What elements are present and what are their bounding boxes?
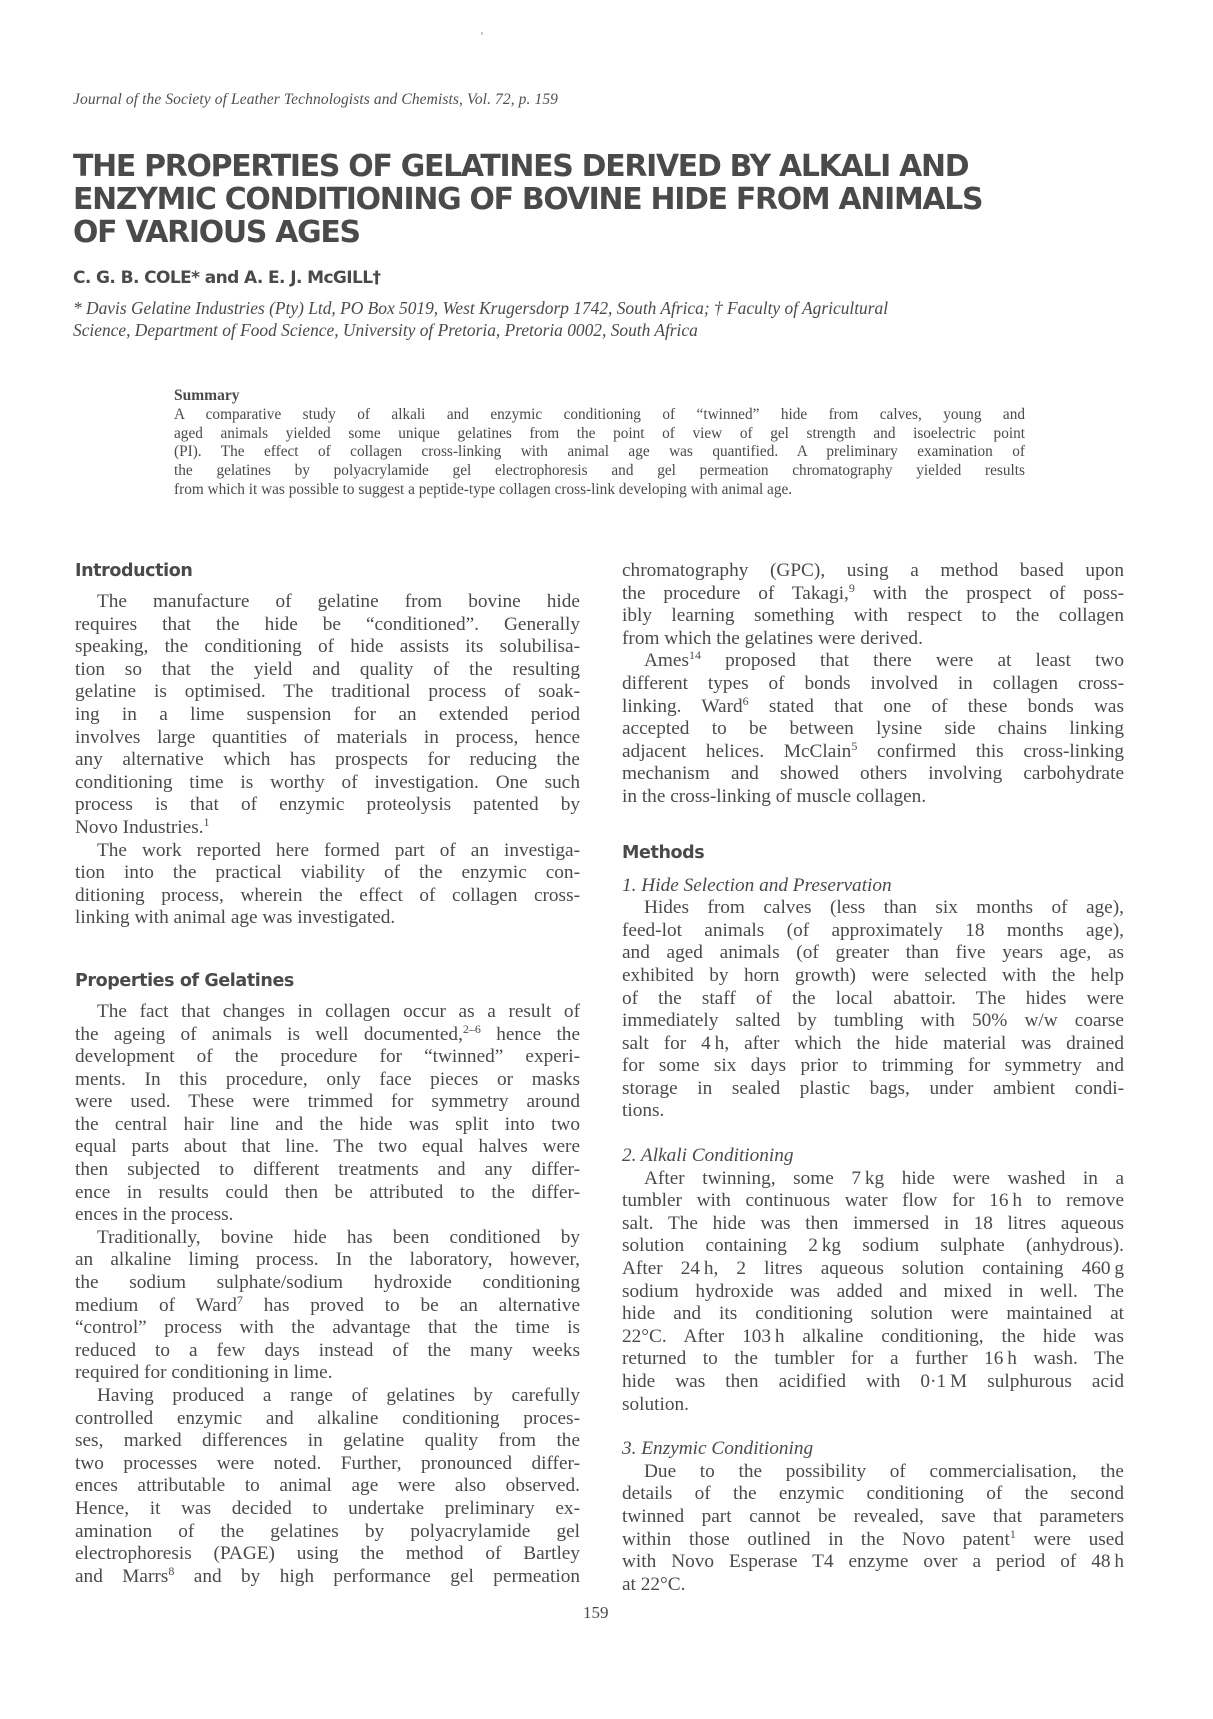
citation-ref: 14 bbox=[688, 648, 701, 663]
text-line: then subjected to different treatments and any differ- bbox=[75, 1159, 580, 1181]
text-line: ence in results could then be attributed to the differ- bbox=[75, 1181, 580, 1203]
text-line: tion into the practical viability of the enzymic con- bbox=[75, 862, 580, 884]
citation-ref: 1 bbox=[1009, 1526, 1016, 1541]
text-line: ences attributable to animal age were also observed. bbox=[75, 1475, 580, 1497]
text-fragment: Novo Industries. bbox=[75, 816, 204, 838]
text-line: any alternative which has prospects for reducing the bbox=[75, 749, 580, 771]
text-line: hide and its conditioning solution were maintained at bbox=[622, 1303, 1124, 1325]
text-line: linking with animal age was investigated. bbox=[75, 907, 396, 929]
citation-ref: 7 bbox=[236, 1292, 243, 1307]
text-line: exhibited by horn growth) were selected with the help bbox=[622, 964, 1124, 986]
introduction-paragraph-2 bbox=[75, 840, 580, 930]
text-line: chromatography (GPC), using a method based upon bbox=[622, 560, 1124, 581]
text-fragment: Ames bbox=[644, 650, 689, 672]
text-line: ing in a lime suspension for an extended period bbox=[75, 703, 580, 725]
summary-block bbox=[174, 387, 1025, 500]
crosslink-paragraph bbox=[622, 650, 1124, 808]
text-line: an alkaline liming process. In the laboratory, however, bbox=[75, 1249, 580, 1271]
page-number: 159 bbox=[583, 1603, 609, 1622]
text-line: storage in sealed plastic bags, under ambient condi- bbox=[622, 1077, 1124, 1099]
text-line: The work reported here formed part of an investiga- bbox=[97, 839, 580, 861]
article-title bbox=[73, 150, 1151, 249]
text-line: After 24 h, 2 litres aqueous solution containing 460 g bbox=[622, 1258, 1124, 1280]
text-line: required for conditioning in lime. bbox=[75, 1362, 333, 1384]
text-fragment: linking. Ward bbox=[622, 695, 743, 717]
citation-ref: 8 bbox=[168, 1563, 175, 1578]
introduction-paragraph-1 bbox=[75, 591, 580, 840]
text-line: tumbler with continuous water flow for 16 h to remove bbox=[622, 1190, 1124, 1212]
author-conjunction: and bbox=[204, 268, 239, 288]
section-heading-introduction: Introduction bbox=[75, 561, 193, 581]
text-line bbox=[75, 1292, 580, 1318]
scan-speck bbox=[481, 32, 483, 35]
summary-line: (PI). The effect of collagen cross-linking with animal age was quantified. A preliminary examination of bbox=[174, 443, 1025, 461]
text-fragment: and Marrs bbox=[75, 1565, 169, 1587]
text-line: solution. bbox=[622, 1393, 689, 1415]
author-cole: C. G. B. COLE* bbox=[73, 268, 200, 288]
text-line: The fact that changes in collagen occur as a result of bbox=[97, 1000, 580, 1022]
properties-paragraph-1 bbox=[75, 1001, 580, 1227]
text-line: and aged animals (of greater than five years age, as bbox=[622, 942, 1124, 964]
text-line: reduced to a few days instead of the many weeks bbox=[75, 1339, 580, 1361]
affiliation-line: Science, Department of Food Science, University of Pretoria, Pretoria 0002, South Africa bbox=[73, 320, 698, 340]
text-line: solution containing 2 kg sodium sulphate (anhydrous). bbox=[622, 1235, 1124, 1257]
title-line: ENZYMIC CONDITIONING OF BOVINE HIDE FROM ANIMALS bbox=[73, 182, 983, 217]
text-line: equal parts about that line. The two equal halves were bbox=[75, 1136, 580, 1158]
text-line: ments. In this procedure, only face pieces or masks bbox=[75, 1068, 580, 1090]
text-line: development of the procedure for “twinned” experi- bbox=[75, 1046, 580, 1068]
text-line: from which the gelatines were derived. bbox=[622, 627, 923, 649]
text-fragment: medium of Ward bbox=[75, 1294, 237, 1316]
text-line bbox=[622, 580, 1124, 606]
hide-selection-paragraph bbox=[622, 897, 1124, 1123]
text-line: ences in the process. bbox=[75, 1204, 234, 1226]
text-line: accepted to be between lysine side chains linking bbox=[622, 718, 1124, 740]
affiliations bbox=[73, 297, 1153, 341]
text-line: for some six days prior to trimming for symmetry and bbox=[622, 1055, 1124, 1077]
text-line bbox=[75, 1021, 580, 1047]
text-line bbox=[75, 1563, 580, 1589]
author-line bbox=[73, 268, 380, 288]
left-column bbox=[75, 560, 580, 1588]
text-line bbox=[622, 650, 1124, 673]
citation-ref: 6 bbox=[742, 693, 749, 708]
section-heading-methods: Methods bbox=[622, 842, 705, 863]
alkali-paragraph bbox=[622, 1168, 1124, 1417]
text-line bbox=[622, 1526, 1124, 1552]
text-line: Hence, it was decided to undertake preliminary ex- bbox=[75, 1497, 580, 1519]
summary-line: the gelatines by polyacrylamide gel electrophoresis and gel permeation chromatography yielded results bbox=[174, 462, 1025, 480]
text-line: process is that of enzymic proteolysis patented by bbox=[75, 794, 580, 816]
citation-ref: 1 bbox=[203, 814, 210, 829]
text-line: ditioning process, wherein the effect of collagen cross- bbox=[75, 884, 580, 906]
text-line: Due to the possibility of commercialisation, the bbox=[644, 1460, 1124, 1482]
text-line: ibly learning something with respect to the collagen bbox=[622, 605, 1124, 627]
citation-ref: 2–6 bbox=[462, 1021, 481, 1036]
properties-paragraph-3 bbox=[75, 1385, 580, 1588]
text-fragment: within those outlined in the Novo patent bbox=[622, 1528, 1010, 1550]
title-line: OF VARIOUS AGES bbox=[73, 215, 360, 250]
text-fragment: adjacent helices. McClain bbox=[622, 740, 852, 762]
text-line: in the cross-linking of muscle collagen. bbox=[622, 785, 927, 807]
affiliation-line: * Davis Gelatine Industries (Pty) Ltd, PO Box 5019, West Krugersdorp 1742, South Africa; † Faculty of Agricultural bbox=[73, 298, 889, 318]
text-line: Hides from calves (less than six months of age), bbox=[644, 897, 1124, 919]
text-line: of the staff of the local abattoir. The hides were bbox=[622, 987, 1124, 1009]
text-line: details of the enzymic conditioning of the second bbox=[622, 1483, 1124, 1505]
text-line: speaking, the conditioning of hide assists its solubilisa- bbox=[75, 636, 580, 658]
summary-line: A comparative study of alkali and enzymic conditioning of “twinned” hide from calves, young and bbox=[174, 405, 1025, 423]
text-line: After twinning, some 7 kg hide were washed in a bbox=[644, 1167, 1124, 1189]
section-heading-properties: Properties of Gelatines bbox=[75, 970, 294, 991]
text-line bbox=[622, 693, 1124, 719]
text-line: gelatine is optimised. The traditional process of soak- bbox=[75, 681, 580, 703]
text-line: hide was then acidified with 0·1 M sulphurous acid bbox=[622, 1371, 1124, 1392]
gpc-paragraph bbox=[622, 560, 1124, 650]
text-line: 22°C. After 103 h alkaline conditioning, the hide was bbox=[622, 1325, 1124, 1347]
text-line: sodium hydroxide was added and mixed in well. The bbox=[622, 1280, 1124, 1302]
text-line: conditioning time is worthy of investigation. One such bbox=[75, 771, 580, 793]
text-line: two processes were noted. Further, pronounced differ- bbox=[75, 1452, 580, 1474]
text-line: involves large quantities of materials in process, hence bbox=[75, 726, 580, 748]
text-line: controlled enzymic and alkaline conditioning proces- bbox=[75, 1407, 580, 1429]
text-line: The manufacture of gelatine from bovine hide bbox=[97, 591, 580, 612]
enzymic-paragraph bbox=[622, 1461, 1124, 1597]
subsection-heading-hide-selection: 1. Hide Selection and Preservation bbox=[622, 874, 892, 896]
text-fragment: the ageing of animals is well documented, bbox=[75, 1023, 463, 1045]
text-line: “control” process with the advantage that the time is bbox=[75, 1317, 580, 1339]
summary-line: from which it was possible to suggest a peptide-type collagen cross-link developing with animal age. bbox=[174, 480, 793, 498]
text-line: were used. These were trimmed for symmetry around bbox=[75, 1091, 580, 1113]
text-line: with Novo Esperase T4 enzyme over a period of 48 h bbox=[622, 1551, 1124, 1573]
text-line: returned to the tumbler for a further 16 h wash. The bbox=[622, 1348, 1124, 1370]
summary-heading: Summary bbox=[174, 387, 240, 404]
text-line: electrophoresis (PAGE) using the method of Bartley bbox=[75, 1543, 580, 1565]
summary-line: aged animals yielded some unique gelatines from the point of view of gel strength and isoelectric point bbox=[174, 424, 1025, 442]
text-line: requires that the hide be “conditioned”. Generally bbox=[75, 613, 580, 635]
citation-ref: 9 bbox=[848, 580, 855, 595]
text-fragment: with the prospect of poss- bbox=[854, 582, 1124, 604]
subsection-heading-enzymic: 3. Enzymic Conditioning bbox=[622, 1438, 814, 1460]
text-line bbox=[622, 738, 1124, 764]
text-line: different types of bonds involved in collagen cross- bbox=[622, 672, 1124, 694]
properties-paragraph-2 bbox=[75, 1227, 580, 1385]
text-line: tion so that the yield and quality of the resulting bbox=[75, 658, 580, 680]
text-fragment: stated that one of these bonds was bbox=[748, 695, 1124, 717]
text-fragment: the procedure of Takagi, bbox=[622, 582, 849, 604]
text-fragment: proposed that there were at least two bbox=[700, 650, 1124, 672]
text-line: feed-lot animals (of approximately 18 months age), bbox=[622, 919, 1124, 941]
text-fragment: hence the bbox=[480, 1023, 580, 1045]
text-line: the sodium sulphate/sodium hydroxide conditioning bbox=[75, 1272, 580, 1294]
text-line: ses, marked differences in gelatine quality from the bbox=[75, 1430, 580, 1452]
text-line: Having produced a range of gelatines by carefully bbox=[97, 1385, 580, 1406]
text-line: the central hair line and the hide was split into two bbox=[75, 1113, 580, 1135]
text-line: twinned part cannot be revealed, save that parameters bbox=[622, 1505, 1124, 1527]
text-line: tions. bbox=[622, 1100, 665, 1122]
text-line: at 22°C. bbox=[622, 1573, 686, 1595]
subsection-heading-alkali: 2. Alkali Conditioning bbox=[622, 1145, 794, 1167]
text-line: Traditionally, bovine hide has been conditioned by bbox=[97, 1226, 580, 1248]
text-fragment: were used bbox=[1015, 1528, 1124, 1550]
citation-ref: 5 bbox=[851, 738, 858, 753]
author-mcgill: A. E. J. McGILL† bbox=[244, 268, 381, 288]
text-fragment: confirmed this cross-linking bbox=[857, 740, 1124, 762]
right-column bbox=[622, 560, 1124, 1596]
text-line bbox=[75, 814, 580, 840]
running-head: Journal of the Society of Leather Technologists and Chemists, Vol. 72, p. 159 bbox=[73, 91, 559, 108]
text-line: amination of the gelatines by polyacrylamide gel bbox=[75, 1520, 580, 1542]
text-line: mechanism and showed others involving carbohydrate bbox=[622, 763, 1124, 785]
text-line: salt. The hide was then immersed in 18 litres aqueous bbox=[622, 1212, 1124, 1234]
text-fragment: has proved to be an alternative bbox=[242, 1294, 580, 1316]
text-line: salt for 4 h, after which the hide material was drained bbox=[622, 1032, 1124, 1054]
title-line: THE PROPERTIES OF GELATINES DERIVED BY ALKALI AND bbox=[73, 149, 969, 184]
text-fragment: and by high performance gel permeation bbox=[174, 1565, 580, 1587]
text-line: immediately salted by tumbling with 50% w/w coarse bbox=[622, 1010, 1124, 1032]
